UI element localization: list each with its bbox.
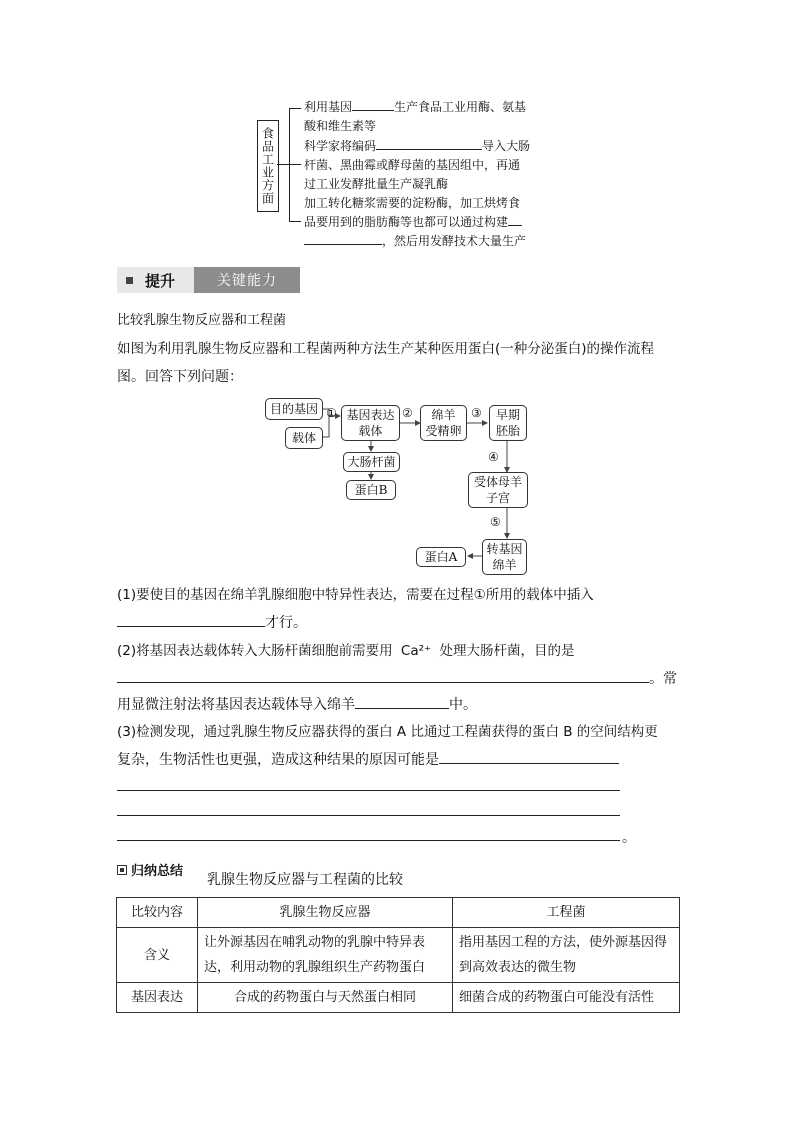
section-subtitle: 关键能力	[194, 267, 300, 293]
answer-blank-q1[interactable]	[117, 612, 265, 627]
food-industry-label-box	[257, 120, 279, 212]
section-header	[117, 267, 300, 293]
comparison-table	[116, 897, 680, 1013]
table-cell: 细菌合成的药物蛋白可能没有活性	[453, 983, 680, 1013]
question-1-line1: (1)要使目的基因在绵羊乳腺细胞中特异性表达，需要在过程①所用的载体中插入	[117, 587, 594, 603]
table-cell: 含义	[117, 928, 198, 983]
flow-box-vector: 载体	[285, 427, 323, 449]
question-2-line1: (2)将基因表达载体转入大肠杆菌细胞前需要用 Ca²⁺ 处理大肠杆菌，目的是	[117, 643, 575, 659]
bracket-connector	[277, 164, 289, 165]
flow-box-protein-b: 蛋白B	[346, 480, 396, 500]
table-row	[117, 983, 680, 1013]
blank[interactable]	[304, 232, 382, 245]
table-header: 工程菌	[453, 898, 680, 928]
flow-box-transgenic-sheep: 转基因 绵羊	[482, 539, 527, 575]
flow-box-protein-a: 蛋白A	[416, 547, 466, 567]
flow-box-sheep-egg: 绵羊 受精卵	[420, 405, 467, 441]
question-3-line1: (3)检测发现，通过乳腺生物反应器获得的蛋白 A 比通过工程菌获得的蛋白 B 的空间结构更	[117, 724, 658, 740]
flow-box-expression-vector: 基因表达 载体	[341, 405, 400, 441]
square-icon	[117, 865, 127, 875]
food-item-1: 利用基因 生产食品工业用酶、氨基 酸和维生素等	[304, 100, 527, 133]
bracket-spine	[289, 108, 290, 222]
answer-line-q3-4[interactable]	[117, 840, 620, 841]
table-row	[117, 928, 680, 983]
table-header: 乳腺生物反应器	[198, 898, 453, 928]
flow-box-ecoli: 大肠杆菌	[343, 452, 400, 472]
food-item-2: 科学家将编码 导入大肠 杆菌、黑曲霉或酵母菌的基因组中，再通 过工业发酵批量生产凝乳酶	[304, 139, 531, 191]
step-label-4: ④	[488, 450, 499, 464]
question-1-line2: 才行。	[117, 609, 307, 637]
table-cell: 基因表达	[117, 983, 198, 1013]
food-item-3: 加工转化糖浆需要的淀粉酶，加工烘烤食 品要用到的脂肪酶等也都可以通过构建 ，然后用发酵技术大量生产	[304, 196, 527, 248]
flow-box-early-embryo: 早期 胚胎	[489, 405, 527, 441]
answer-blank-q3[interactable]	[439, 749, 619, 764]
bracket-tick-1	[289, 108, 301, 109]
topic-heading: 比较乳腺生物反应器和工程菌	[117, 313, 287, 328]
step-label-2: ②	[402, 406, 413, 420]
table-cell: 合成的药物蛋白与天然蛋白相同	[198, 983, 453, 1013]
table-cell: 指用基因工程的方法，使外源基因得到高效表达的微生物	[453, 928, 680, 983]
step-label-5: ⑤	[490, 515, 501, 529]
table-cell: 让外源基因在哺乳动物的乳腺中特异表达，利用动物的乳腺组织生产药物蛋白	[198, 928, 453, 983]
intro: 如图为利用乳腺生物反应器和工程菌两种方法生产某种医用蛋白(一种分泌蛋白)的操作流程 图。回答下列问题：	[117, 341, 655, 385]
flow-box-recipient-uterus: 受体母羊 子宫	[468, 472, 528, 508]
blank[interactable]	[508, 213, 522, 226]
table-header-row	[117, 898, 680, 928]
bracket-tick-3	[289, 221, 301, 222]
step-label-1: ①	[326, 406, 337, 420]
table-title: 乳腺生物反应器与工程菌的比较	[207, 872, 403, 888]
food-industry-label: 食品工业方面	[260, 127, 275, 205]
square-icon	[126, 277, 133, 284]
step-label-3: ③	[471, 406, 482, 420]
answer-line-q3-3[interactable]	[117, 815, 620, 816]
question-2-line3: 用显微注射法将基因表达载体导入绵羊 中。	[117, 691, 477, 719]
question-3-end: 。	[622, 830, 636, 846]
answer-blank-q2b[interactable]	[355, 694, 449, 709]
flow-box-target-gene: 目的基因	[265, 398, 323, 420]
blank[interactable]	[352, 98, 394, 111]
question-2-line2: 。常	[117, 665, 677, 693]
blank[interactable]	[376, 137, 482, 150]
answer-line-q3-2[interactable]	[117, 790, 620, 791]
answer-blank-q2[interactable]	[117, 668, 649, 683]
section-title: 提升	[145, 271, 176, 290]
table-header: 比较内容	[117, 898, 198, 928]
bracket-tick-2	[289, 164, 301, 165]
summary-label: 归纳总结	[117, 860, 183, 879]
question-3-line2: 复杂，生物活性也更强，造成这种结果的原因可能是	[117, 746, 619, 774]
